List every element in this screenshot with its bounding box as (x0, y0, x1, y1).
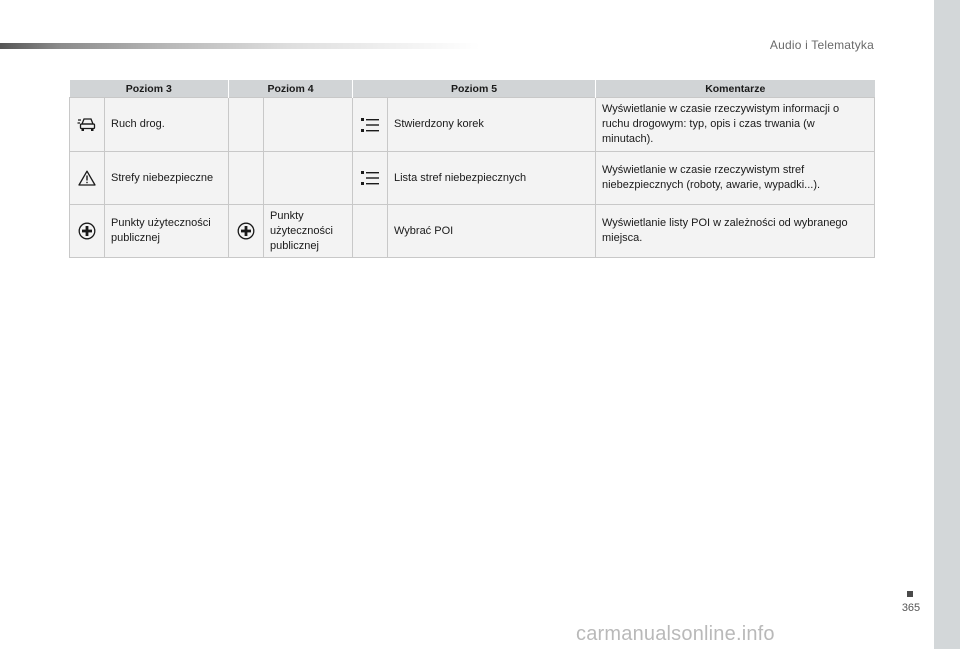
level4-label (264, 98, 353, 152)
warning-triangle-icon (78, 170, 96, 186)
side-strip (934, 0, 960, 649)
level5-label: Lista stref niebezpiecznych (388, 152, 596, 205)
level4-icon-cell (229, 152, 264, 205)
comment-cell: Wyświetlanie listy POI w zależności od wybranego miejsca. (596, 205, 875, 258)
column-header: Poziom 5 (353, 80, 596, 98)
page-number: 365 (901, 602, 921, 614)
level5-label: Wybrać POI (388, 205, 596, 258)
column-header: Poziom 4 (229, 80, 353, 98)
table-header-row (70, 80, 875, 98)
header-gradient-bar (0, 43, 480, 49)
comment-cell: Wyświetlanie w czasie rzeczywistym informacji o ruchu drogowym: typ, opis i czas trwania (w minutach). (596, 98, 875, 152)
table-row (70, 98, 875, 152)
level4-icon-cell (229, 98, 264, 152)
level3-icon-cell (70, 152, 105, 205)
car-traffic-icon (77, 117, 97, 133)
list-icon (361, 170, 379, 186)
level3-label: Ruch drog. (105, 98, 229, 152)
column-header: Poziom 3 (70, 80, 229, 98)
level3-label: Punkty użyteczności publicznej (105, 205, 229, 258)
plus-circle-icon (237, 222, 255, 240)
level5-label: Stwierdzony korek (388, 98, 596, 152)
column-header: Komentarze (596, 80, 875, 98)
comment-cell: Wyświetlanie w czasie rzeczywistym stref niebezpiecznych (roboty, awarie, wypadki...). (596, 152, 875, 205)
plus-circle-icon (78, 222, 96, 240)
level4-label (264, 152, 353, 205)
level5-icon-cell (353, 205, 388, 258)
level3-icon-cell (70, 98, 105, 152)
level4-icon-cell (229, 205, 264, 258)
level3-label: Strefy niebezpieczne (105, 152, 229, 205)
level5-icon-cell (353, 152, 388, 205)
table-row (70, 152, 875, 205)
level5-icon-cell (353, 98, 388, 152)
level3-icon-cell (70, 205, 105, 258)
level4-label: Punkty użyteczności publicznej (264, 205, 353, 258)
watermark-text: carmanualsonline.info (576, 623, 775, 645)
table-row (70, 205, 875, 258)
navigation-table (69, 80, 875, 258)
list-icon (361, 117, 379, 133)
page-marker (907, 591, 913, 597)
section-title: Audio i Telematyka (769, 38, 874, 52)
